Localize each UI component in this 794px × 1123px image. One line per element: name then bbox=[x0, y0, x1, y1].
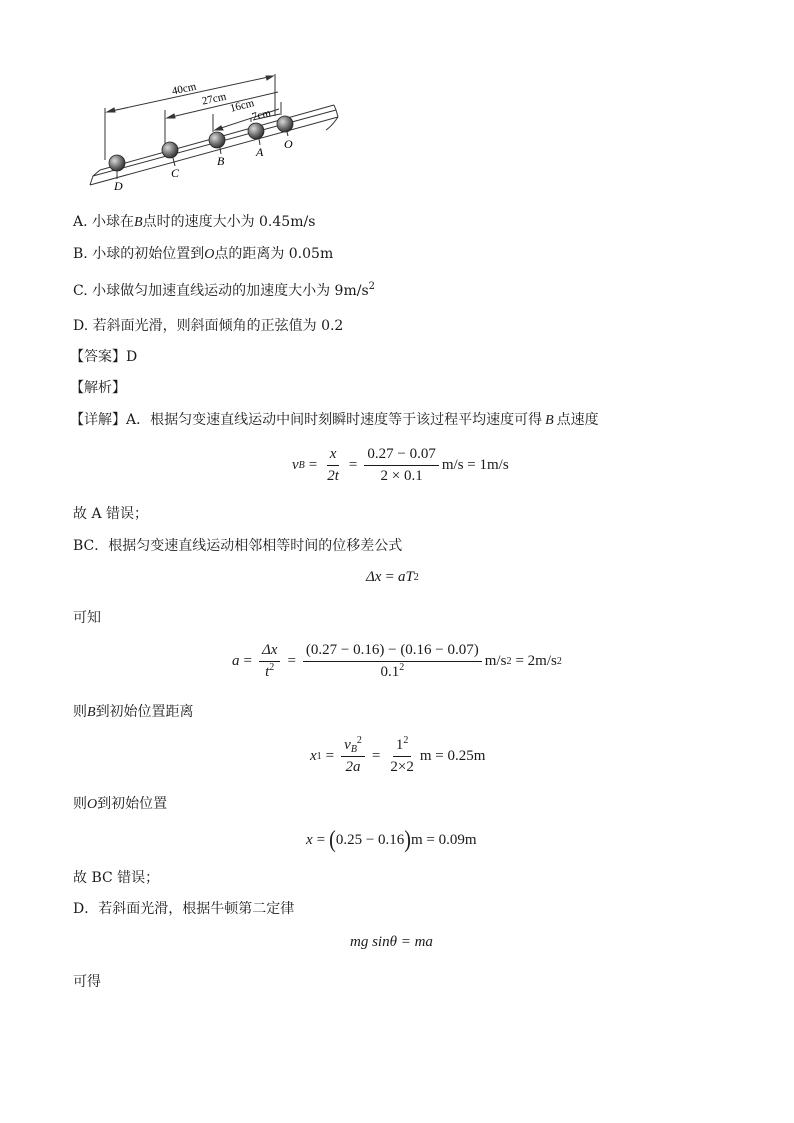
option-c-sup: 2 bbox=[368, 281, 376, 292]
option-b bbox=[73, 244, 333, 265]
d-intro-text: D．若斜面光滑，根据牛顿第二定律 bbox=[73, 901, 295, 917]
conclusion-a-text: 故 A 错误； bbox=[73, 506, 149, 522]
option-c bbox=[73, 281, 375, 301]
answer-label: 【答案】 bbox=[70, 349, 126, 365]
dim-label-27cm: 27cm bbox=[200, 90, 228, 108]
eq4-lhs: x bbox=[310, 748, 317, 764]
b-dist-var: B bbox=[87, 705, 96, 720]
eq1-fraction-1: $\frac{x}{2t}$ bbox=[327, 446, 339, 484]
detail-a-var: B bbox=[545, 413, 554, 428]
dim-label-16cm: 16cm bbox=[228, 97, 256, 115]
b-dist-prefix: 则 bbox=[73, 704, 87, 720]
eq4-fraction-2: $\frac{1^2}{2\times 2}$ bbox=[390, 735, 414, 775]
answer-value: D bbox=[126, 349, 138, 365]
option-a-suffix: 点时的速度大小为 0.45m/s bbox=[142, 214, 316, 230]
equation-vb: v B = $\frac{x}{2t}$ = $\frac{0.27 - 0.07}{2 \times 0.1}$ m/s = 1m/s bbox=[292, 446, 509, 484]
equation-acceleration: a = $\frac{\Delta x}{t^2}$ = $\frac{(0.27 - 0.16) - (0.16 - 0.07)}{0.1^2}$ m/s 2 = 2m/s 2 bbox=[232, 642, 562, 680]
ke-zhi-text: 可知 bbox=[73, 610, 101, 626]
b-dist-suffix: 到初始位置距离 bbox=[95, 704, 194, 720]
eq1-tail: m/s = 1m/s bbox=[441, 457, 509, 473]
eq5-lhs: x bbox=[306, 832, 313, 848]
option-b-var: O bbox=[204, 247, 215, 262]
option-a-var: B bbox=[134, 215, 143, 230]
conclusion-bc-text: 故 BC 错误； bbox=[73, 870, 160, 886]
ball-B bbox=[209, 132, 225, 154]
eq2-rhs: aT bbox=[397, 569, 414, 585]
ke-zhi bbox=[73, 608, 101, 628]
point-label-D: D bbox=[114, 179, 123, 193]
equation-newton bbox=[350, 934, 433, 951]
eq2-lhs: Δx bbox=[366, 569, 382, 585]
dim-label-40cm: 40cm bbox=[170, 80, 198, 98]
equation-delta-x: Δx = aT 2 bbox=[366, 569, 419, 585]
point-label-O: O bbox=[284, 137, 293, 151]
o-dist-var: O bbox=[87, 797, 98, 812]
option-a bbox=[73, 212, 315, 233]
ball-A bbox=[248, 123, 264, 145]
equation-x: x = ( 0.25 − 0.16 ) m = 0.09m bbox=[306, 826, 477, 854]
eq3-unit: m/s bbox=[484, 653, 507, 669]
analysis-label bbox=[70, 378, 126, 398]
detail-line bbox=[70, 410, 599, 431]
option-d-text: D. 若斜面光滑，则斜面倾角的正弦值为 0.2 bbox=[73, 318, 344, 334]
point-label-C: C bbox=[171, 166, 180, 180]
ke-de-text: 可得 bbox=[73, 974, 101, 990]
eq4-fraction-1: $\frac{v_B^2}{2a}$ bbox=[341, 737, 365, 776]
d-intro bbox=[73, 899, 294, 919]
option-a-prefix: A. 小球在 bbox=[73, 214, 135, 230]
eq5-tail: m = 0.09m bbox=[410, 832, 477, 848]
o-dist-suffix: 到初始位置 bbox=[97, 796, 168, 812]
option-b-prefix: B. 小球的初始位置到 bbox=[73, 246, 205, 262]
o-dist-prefix: 则 bbox=[73, 796, 87, 812]
point-label-A: A bbox=[256, 145, 264, 159]
point-label-B: B bbox=[217, 154, 225, 168]
ball-C bbox=[162, 142, 178, 166]
conclusion-bc bbox=[73, 868, 159, 888]
detail-a-text-1: A．根据匀变速直线运动中间时刻瞬时速度等于该过程平均速度可得 bbox=[126, 412, 543, 428]
bc-intro-text: BC．根据匀变速直线运动相邻相等时间的位移差公式 bbox=[73, 538, 403, 554]
ball-D bbox=[109, 155, 125, 179]
eq1-fraction-2: $\frac{0.27 - 0.07}{2 \times 0.1}$ bbox=[364, 446, 438, 485]
conclusion-a bbox=[73, 504, 148, 524]
eq3-fraction-1: $\frac{\Delta x}{t^2}$ bbox=[259, 642, 280, 681]
equation-x1: x 1 = $\frac{v_B^2}{2a}$ = $\frac{1^2}{2\times 2}$ m = 0.25m bbox=[310, 735, 486, 775]
dim-label-7cm: 7cm bbox=[250, 107, 273, 124]
answer-line bbox=[70, 347, 137, 367]
o-distance-line bbox=[73, 794, 167, 815]
option-b-suffix: 点的距离为 0.05m bbox=[214, 246, 334, 262]
analysis-label-text: 【解析】 bbox=[70, 380, 126, 396]
eq3-fraction-2: $\frac{(0.27 - 0.16) - (0.16 - 0.07)}{0.1^2}$ bbox=[303, 642, 482, 681]
b-distance-line bbox=[73, 702, 194, 723]
eq3-lhs: a bbox=[232, 653, 240, 669]
ke-de bbox=[73, 972, 101, 992]
eq6-text: mg sinθ = ma bbox=[350, 934, 433, 950]
bc-intro bbox=[73, 536, 402, 556]
detail-label: 【详解】 bbox=[70, 412, 126, 428]
eq3-result: = 2m/s bbox=[515, 653, 557, 669]
eq5-inner: 0.25 − 0.16 bbox=[335, 832, 405, 848]
option-d bbox=[73, 316, 343, 336]
detail-a-text-2: 点速度 bbox=[556, 412, 599, 428]
eq1-lhs: v bbox=[292, 457, 299, 473]
option-c-text: C. 小球做匀加速直线运动的加速度大小为 9m/s bbox=[73, 283, 369, 299]
eq4-tail: m = 0.25m bbox=[419, 748, 486, 764]
